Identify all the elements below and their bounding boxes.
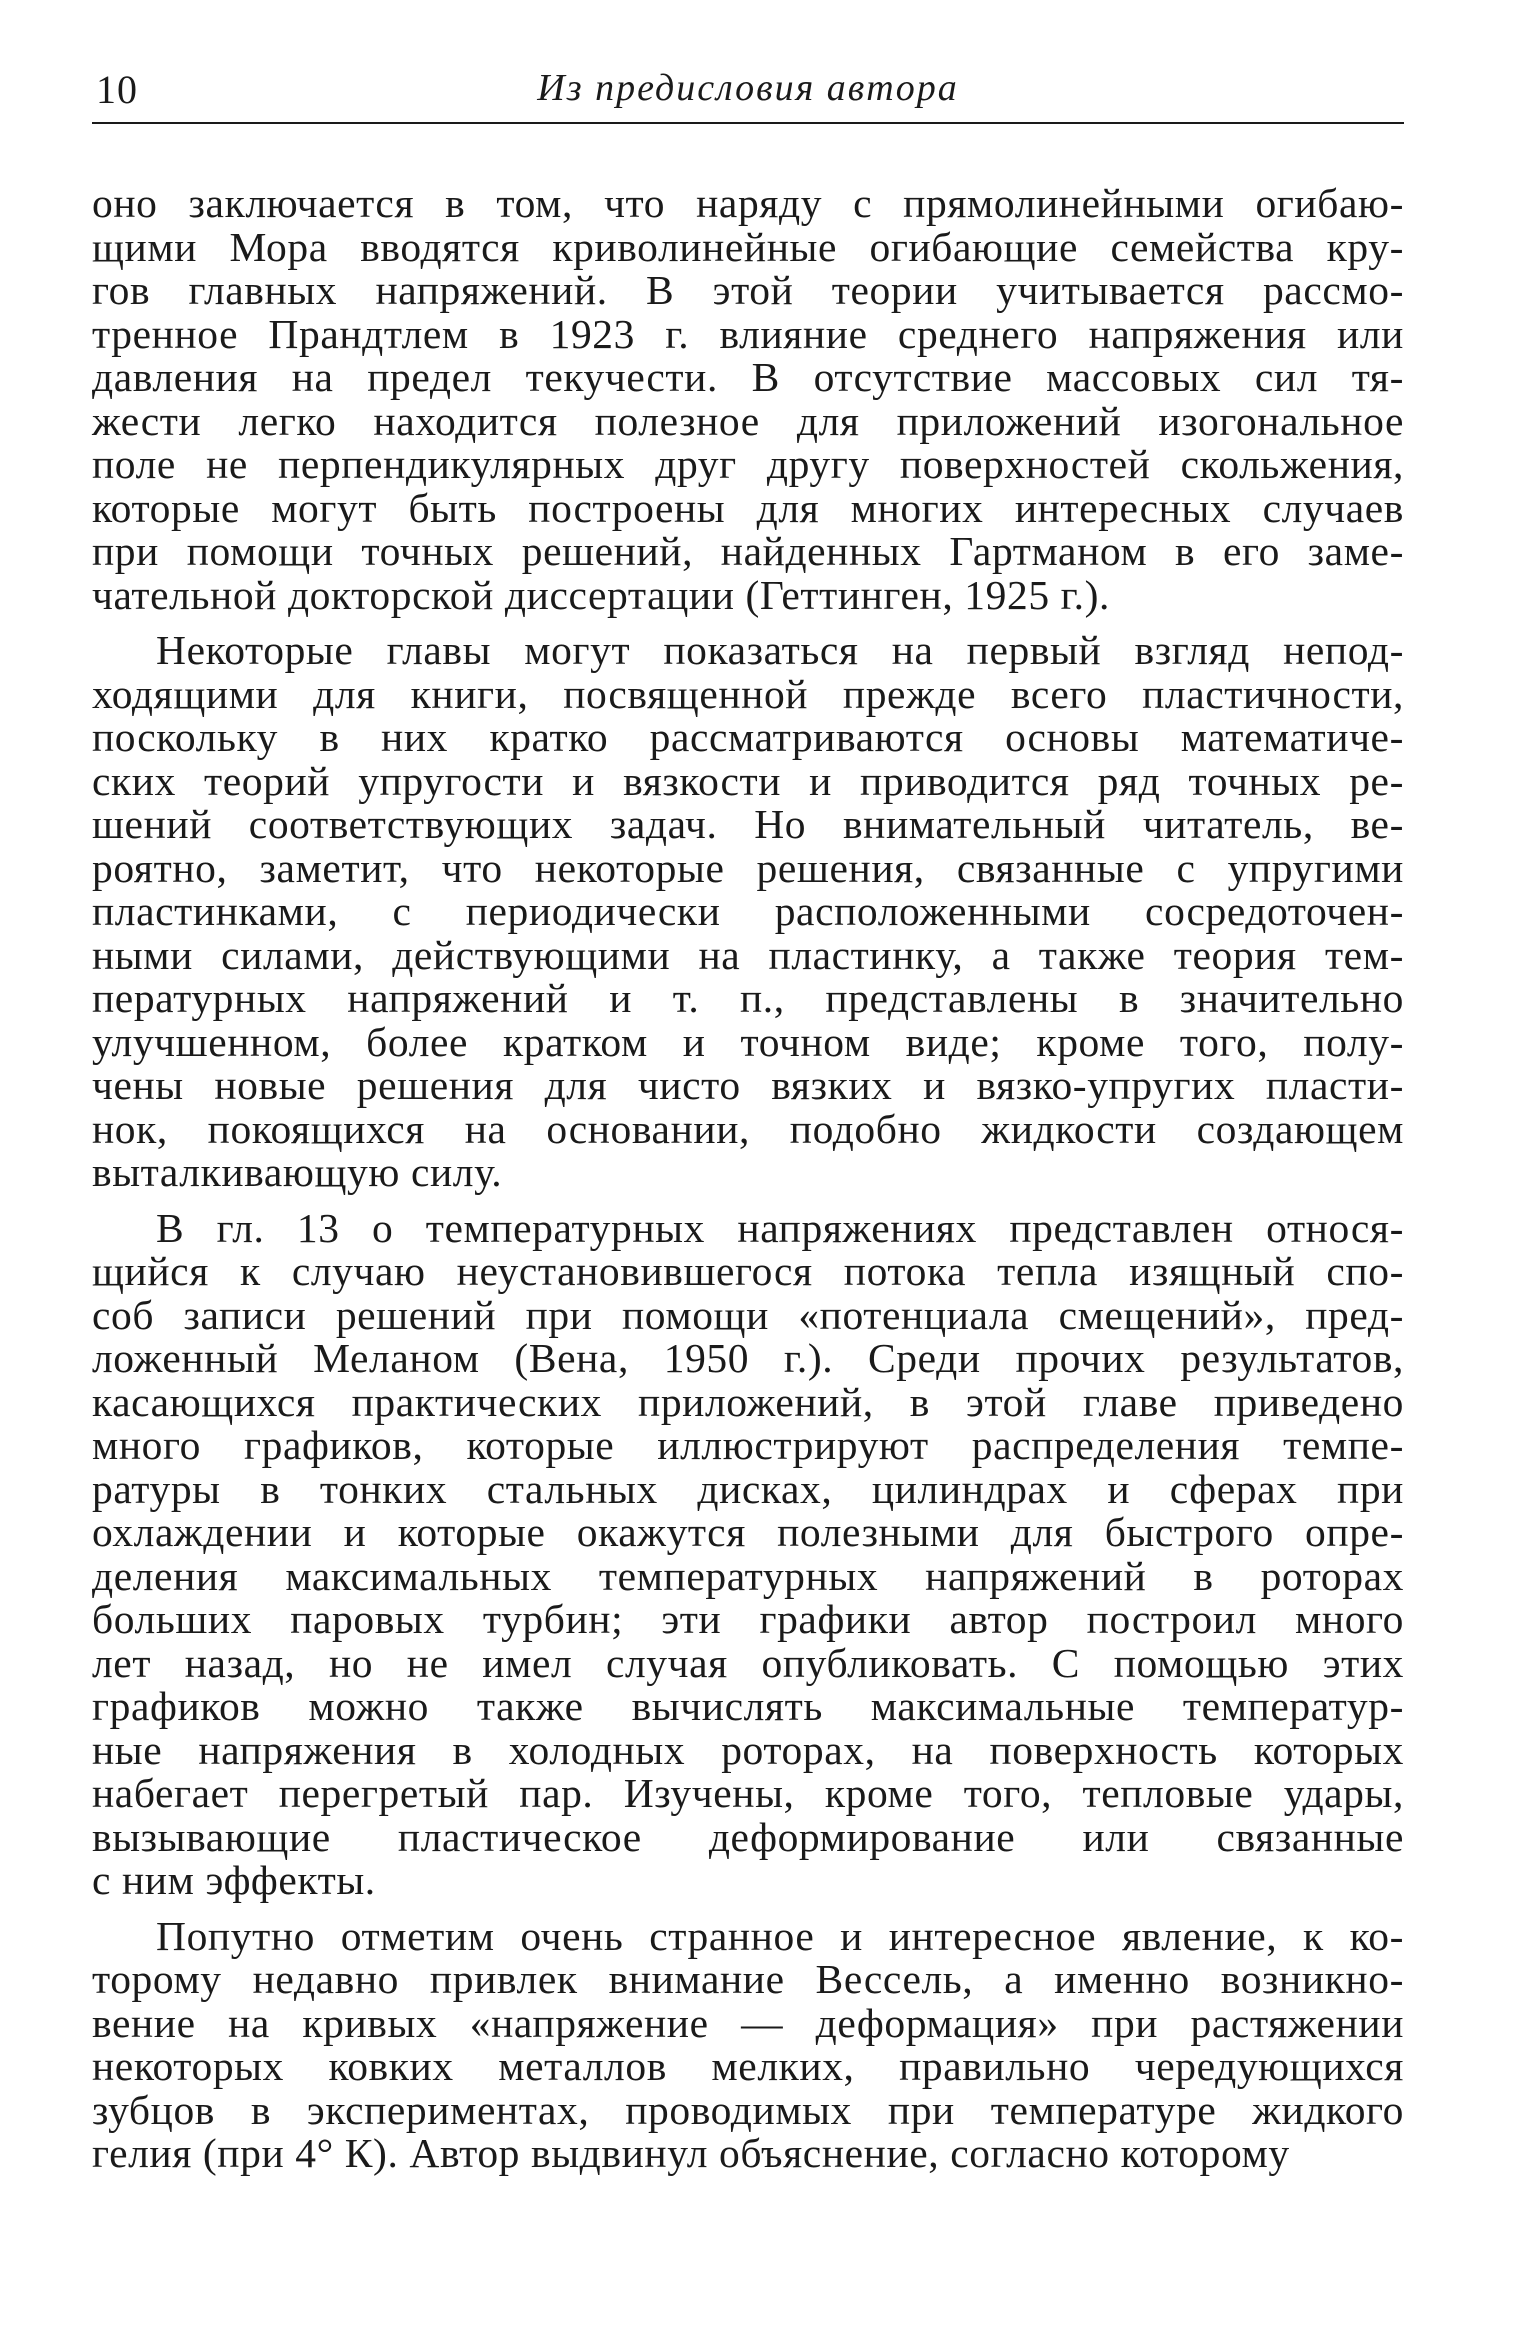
text-line: Попутно отметим очень странное и интересное явление, к ко- (156, 1912, 1404, 1959)
text-line: выталкивающую силу. (92, 1149, 503, 1195)
text-line: вызывающие пластическое деформирование или связанные (92, 1813, 1404, 1860)
text-line: ными силами, действующими на пластинку, а также теория тем- (92, 931, 1404, 978)
text-line: улучшенном, более кратком и точном виде; кроме того, полу- (92, 1018, 1404, 1065)
text-line: соб записи решений при помощи «потенциала смещений», пред- (92, 1291, 1404, 1338)
running-head-title: Из предисловия автора (537, 67, 959, 109)
text-line: вение на кривых «напряжение — деформация» при растяжении (92, 1999, 1404, 2046)
text-line: торому недавно привлек внимание Вессель, а именно возникно- (92, 1956, 1404, 2002)
text-line: больших паровых турбин; эти графики автор построил много (92, 1596, 1404, 1642)
running-head (92, 60, 1404, 124)
text-line: В гл. 13 о температурных напряжениях представлен относя- (156, 1204, 1404, 1251)
text-line: зубцов в экспериментах, проводимых при температуре жидкого (92, 2086, 1404, 2133)
text-line: которые могут быть построены для многих интересных случаев (92, 484, 1404, 531)
paragraph (92, 182, 1404, 617)
text-line: некоторых ковких металлов мелких, правильно чередующихся (92, 2043, 1404, 2089)
text-line: деления максимальных температурных напряжений в роторах (92, 1552, 1404, 1599)
text-line: пластинками, с периодически расположенными сосредоточен- (92, 888, 1404, 934)
text-line: гелия (при 4° К). Автор выдвинул объяснение, согласно которому (92, 2130, 1290, 2176)
text-line: ложенный Меланом (Вена, 1950 г.). Среди прочих результатов, (92, 1335, 1404, 1381)
text-line: жести легко находится полезное для приложений изогональное (92, 397, 1404, 444)
text-line: чены новые решения для чисто вязких и вязко-упругих пласти- (92, 1062, 1404, 1108)
text-line: щийся к случаю неустановившегося потока тепла изящный спо- (92, 1248, 1404, 1294)
paragraph (92, 1912, 1404, 2176)
text-line: гов главных напряжений. В этой теории учитывается рассмо- (92, 267, 1404, 313)
text-line: давления на предел текучести. В отсутствие массовых сил тя- (92, 354, 1404, 400)
text-line: графиков можно также вычислять максимальные температур- (92, 1683, 1404, 1729)
text-line: много графиков, которые иллюстрируют распределения темпе- (92, 1422, 1404, 1468)
page-number: 10 (96, 67, 138, 112)
text-line: охлаждении и которые окажутся полезными для быстрого опре- (92, 1509, 1404, 1555)
text-line: нок, покоящихся на основании, подобно жидкости создающем (92, 1105, 1404, 1152)
text-line: поле не перпендикулярных друг другу поверхностей скольжения, (92, 441, 1404, 487)
paragraph (92, 629, 1404, 1195)
text-line: роятно, заметит, что некоторые решения, связанные с упругими (92, 844, 1404, 891)
text-line: ских теорий упругости и вязкости и приводится ряд точных ре- (92, 757, 1404, 804)
text-line: щими Мора вводятся криволинейные огибающие семейства кру- (92, 223, 1404, 270)
body-text (92, 182, 1404, 2176)
text-line: при помощи точных решений, найденных Гартманом в его заме- (92, 528, 1404, 574)
text-line: тренное Прандтлем в 1923 г. влияние среднего напряжения или (92, 310, 1404, 357)
text-line: с ним эффекты. (92, 1857, 376, 1903)
text-line: набегает перегретый пар. Изучены, кроме того, тепловые удары, (92, 1770, 1404, 1816)
text-line: ходящими для книги, посвященной прежде всего пластичности, (92, 670, 1404, 717)
text-line: ратуры в тонких стальных дисках, цилиндрах и сферах при (92, 1465, 1404, 1512)
text-line: пературных напряжений и т. п., представлены в значительно (92, 975, 1404, 1021)
text-line: поскольку в них кратко рассматриваются основы математиче- (92, 714, 1404, 760)
text-line: Некоторые главы могут показаться на первый взгляд непод- (156, 627, 1404, 673)
paragraph (92, 1204, 1404, 1903)
text-line: чательной докторской диссертации (Геттинген, 1925 г.). (92, 571, 1110, 618)
text-line: шений соответствующих задач. Но внимательный читатель, ве- (92, 801, 1404, 847)
text-line: оно заключается в том, что наряду с прямолинейными огибаю- (92, 180, 1404, 226)
text-line: касающихся практических приложений, в этой главе приведено (92, 1378, 1404, 1425)
book-page (92, 60, 1404, 2176)
text-line: ные напряжения в холодных роторах, на поверхность которых (92, 1726, 1404, 1773)
text-line: лет назад, но не имел случая опубликовать. С помощью этих (92, 1639, 1404, 1686)
